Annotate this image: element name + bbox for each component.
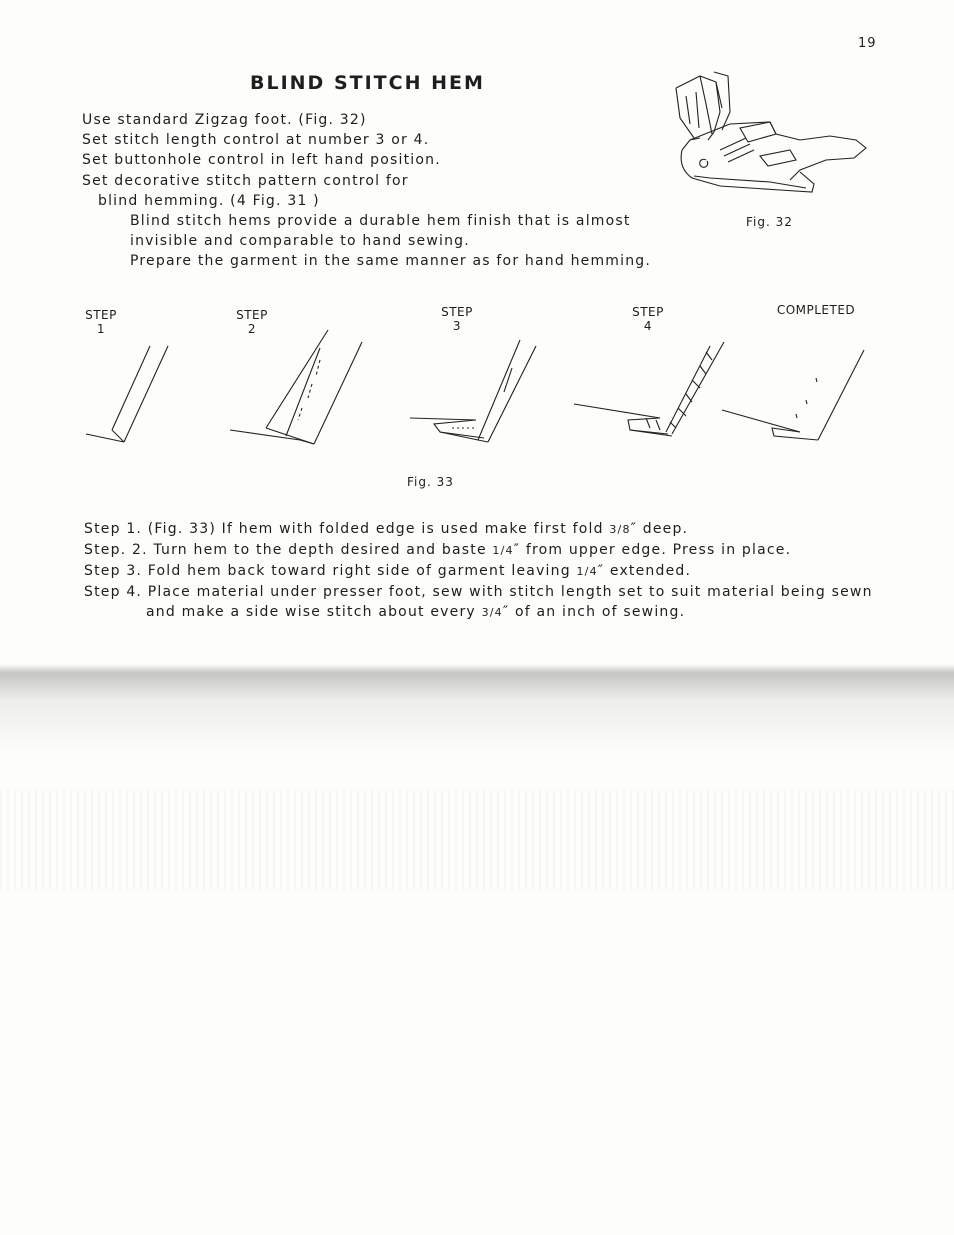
step-number: 3	[452, 319, 462, 333]
step-word: STEP	[236, 308, 268, 322]
fraction: 3/8	[609, 523, 631, 536]
step-word: STEP	[632, 305, 664, 319]
step-row: Step 1. (Fig. 33) If hem with folded edge is used make first fold 3/8″ deep.	[84, 521, 689, 537]
intro-line: Set buttonhole control in left hand position.	[82, 152, 441, 169]
step-text: extended.	[609, 563, 692, 579]
step-label: Step. 2.	[84, 542, 148, 558]
intro-line: Prepare the garment in the same manner as for hand hemming.	[130, 253, 652, 270]
intro-line: Use standard Zigzag foot. (Fig. 32)	[82, 112, 367, 128]
intro-line: Set stitch length control at number 3 or 4.	[82, 132, 430, 149]
intro-text	[82, 110, 651, 272]
step-text: Turn hem to the depth desired and baste	[153, 542, 487, 558]
step-row: Step. 2. Turn hem to the depth desired and baste 1/4″ from upper edge. Press in place.	[84, 542, 792, 558]
step-label: Step 3.	[84, 563, 143, 579]
fraction: 1/4	[576, 565, 598, 578]
fig32-caption: Fig. 32	[746, 215, 793, 229]
completed-label	[772, 303, 860, 317]
step-text: of an inch of sewing.	[514, 604, 686, 620]
fraction: 1/4	[492, 544, 514, 557]
step-number: 1	[96, 322, 106, 336]
step-instructions	[84, 519, 873, 623]
step-text: (Fig. 33) If hem with folded edge is used make first fold	[147, 521, 604, 537]
step-word: COMPLETED	[776, 303, 856, 317]
step-label: Step 4.	[84, 584, 143, 600]
step-1-label	[84, 308, 118, 336]
step-label: Step 1.	[84, 521, 143, 537]
intro-line: Set decorative stitch pattern control for	[82, 172, 409, 189]
step-4-continuation: and make a side wise stitch about every 3/4″ of an inch of sewing.	[146, 604, 686, 620]
step-3-label	[440, 305, 474, 333]
step-row: Step 3. Fold hem back toward right side of garment leaving 1/4″ extended.	[84, 563, 692, 579]
step-word: STEP	[85, 308, 117, 322]
step-row	[84, 582, 873, 602]
step-number: 4	[643, 319, 653, 333]
step-text: and make a side wise stitch about every	[146, 604, 476, 620]
scan-shadow-band	[0, 664, 954, 754]
scan-speckle	[0, 790, 954, 890]
fig33-caption: Fig. 33	[407, 475, 454, 489]
page-number: 19	[858, 36, 877, 51]
step-4-label	[631, 305, 665, 333]
step-text: deep.	[642, 521, 689, 537]
page-title: BLIND STITCH HEM	[250, 72, 485, 94]
step-2-label	[235, 308, 269, 336]
step-text: Fold hem back toward right side of garment leaving	[147, 563, 571, 579]
intro-line: Blind stitch hems provide a durable hem finish that is almost	[130, 213, 631, 230]
step-word: STEP	[441, 305, 473, 319]
step-number: 2	[247, 322, 257, 336]
intro-line: blind hemming. (4 Fig. 31 )	[98, 192, 320, 209]
step-text: Place material under presser foot, sew with stitch length set to suit material being sewn	[147, 584, 873, 600]
intro-line: invisible and comparable to hand sewing.	[130, 233, 470, 250]
fraction: 3/4	[481, 606, 503, 619]
step-text: from upper edge. Press in place.	[525, 542, 792, 558]
